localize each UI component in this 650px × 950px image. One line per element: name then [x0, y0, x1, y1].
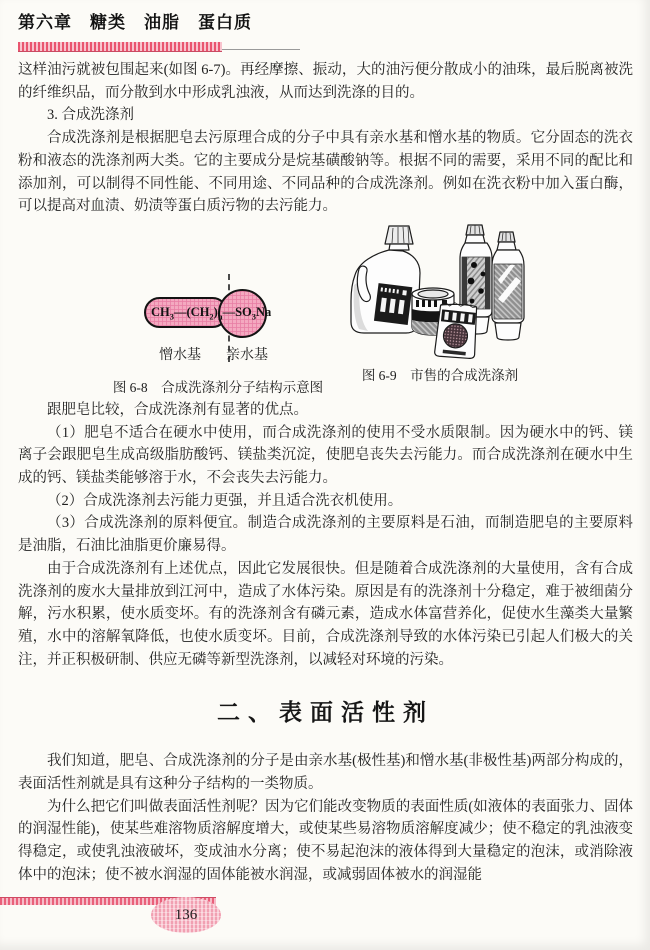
figure-6-9-caption: 图 6-9 市售的合成洗涤剂	[361, 367, 519, 383]
header-rule	[18, 40, 300, 50]
header-stripe-bar	[18, 42, 222, 51]
paragraph: 跟肥皂比较，合成洗涤剂有显著的优点。	[47, 401, 308, 418]
figure-6-9-illustration	[345, 223, 530, 359]
section-heading-surfactants: 二、表面活性剂	[217, 700, 434, 726]
paragraph: （2）合成洗涤剂去污能力更强，并且适合洗衣机使用。	[47, 492, 403, 509]
chapter-title: 第六章 糖类 油脂 蛋白质	[18, 13, 252, 32]
figure-6-8-molecule-diagram	[144, 274, 309, 384]
paragraph: 合成洗涤剂是根据肥皂去污原理合成的分子中具有亲水基和憎水基的物质。它分固态的洗衣粉和液态的洗涤剂两大类。它的主要成分是烷基磺酸钠等。根据不同的需要，采用不同的配比和添加剂，可以制得不同性能、不同用途、不同品种的合成洗涤剂。例如在洗衣粉中加入蛋白酶，可以提高对血渍、奶渍等蛋白质污物的去污能力。	[18, 130, 633, 215]
page-number-badge	[151, 897, 221, 933]
subheading-synthetic-detergent: 3. 合成洗涤剂	[47, 107, 134, 124]
text-block-1	[18, 59, 633, 218]
paragraph: （1）肥皂不适合在硬水中使用，而合成洗涤剂的使用不受水质限制。因为硬水中的钙、镁离子会跟肥皂生成高级脂肪酸钙、镁盐类沉淀，使肥皂丧失去污能力。而合成洗涤剂在硬水中生成的钙、镁盐类能够溶于水，不会丧失去污能力。	[18, 424, 633, 487]
molecule-formula: $CH_3—(CH_2)_n—SO_3Na$	[151, 304, 272, 322]
paragraph: 这样油污就被包围起来(如图 6-7)。再经摩擦、振动，大的油污便分散成小的油珠，最后脱离被洗的纤维织品，而分散到水中形成乳浊液，从而达到洗涤的目的。	[18, 62, 633, 101]
paragraph: （3）合成洗涤剂的原料便宜。制造合成洗涤剂的主要原料是石油，而制造肥皂的主要原料是油脂，石油比油脂更价廉易得。	[18, 515, 633, 555]
figure-6-8-caption: 图 6-8 合成洗涤剂分子结构示意图	[112, 379, 324, 395]
hydrophobic-group-label: 憎水基	[159, 347, 201, 363]
figures-row	[18, 223, 633, 399]
paragraph: 为什么把它们叫做表面活性剂呢？因为它们能改变物质的表面性质(如液体的表面张力、固体的润湿性能)，使某些难溶物质溶解度增大，或使某些易溶物质溶解度减少；使不稳定的乳浊液变得稳定，或使乳浊液破坏，变成油水分离；使不易起泡沫的液体得到大量稳定的泡沫，或消除液体中的泡沫；使不被水润湿的固体能被水润湿，或减弱固体被水的润湿能	[18, 798, 633, 883]
page-number: 136	[174, 906, 198, 923]
hydrophilic-group-label: 亲水基	[226, 347, 268, 363]
text-block-3	[18, 750, 633, 886]
paragraph: 我们知道，肥皂、合成洗涤剂的分子是由亲水基(极性基)和憎水基(非极性基)两部分构成的，表面活性剂就是具有这种分子结构的一类物质。	[18, 753, 633, 793]
page-header	[18, 12, 633, 50]
bottle-b-cap	[498, 232, 515, 242]
text-block-2	[18, 399, 633, 671]
paragraph: 由于合成洗涤剂有上述优点，因此它发展很快。但是随着合成洗涤剂的大量使用，含有合成洗涤剂的废水大量排放到江河中，造成了水体污染。原因是有的洗涤剂十分稳定，难于被细菌分解，污水积累，使水质变坏。有的洗涤剂含有磷元素，造成水体富营养化，促使水生藻类大量繁殖，水中的溶解氧降低，也使水质变坏。目前，合成洗涤剂导致的水体污染已引起人们极大的关注，并正积极研制、供应无磷等新型洗涤剂，以减轻对环境的污染。	[18, 560, 633, 668]
